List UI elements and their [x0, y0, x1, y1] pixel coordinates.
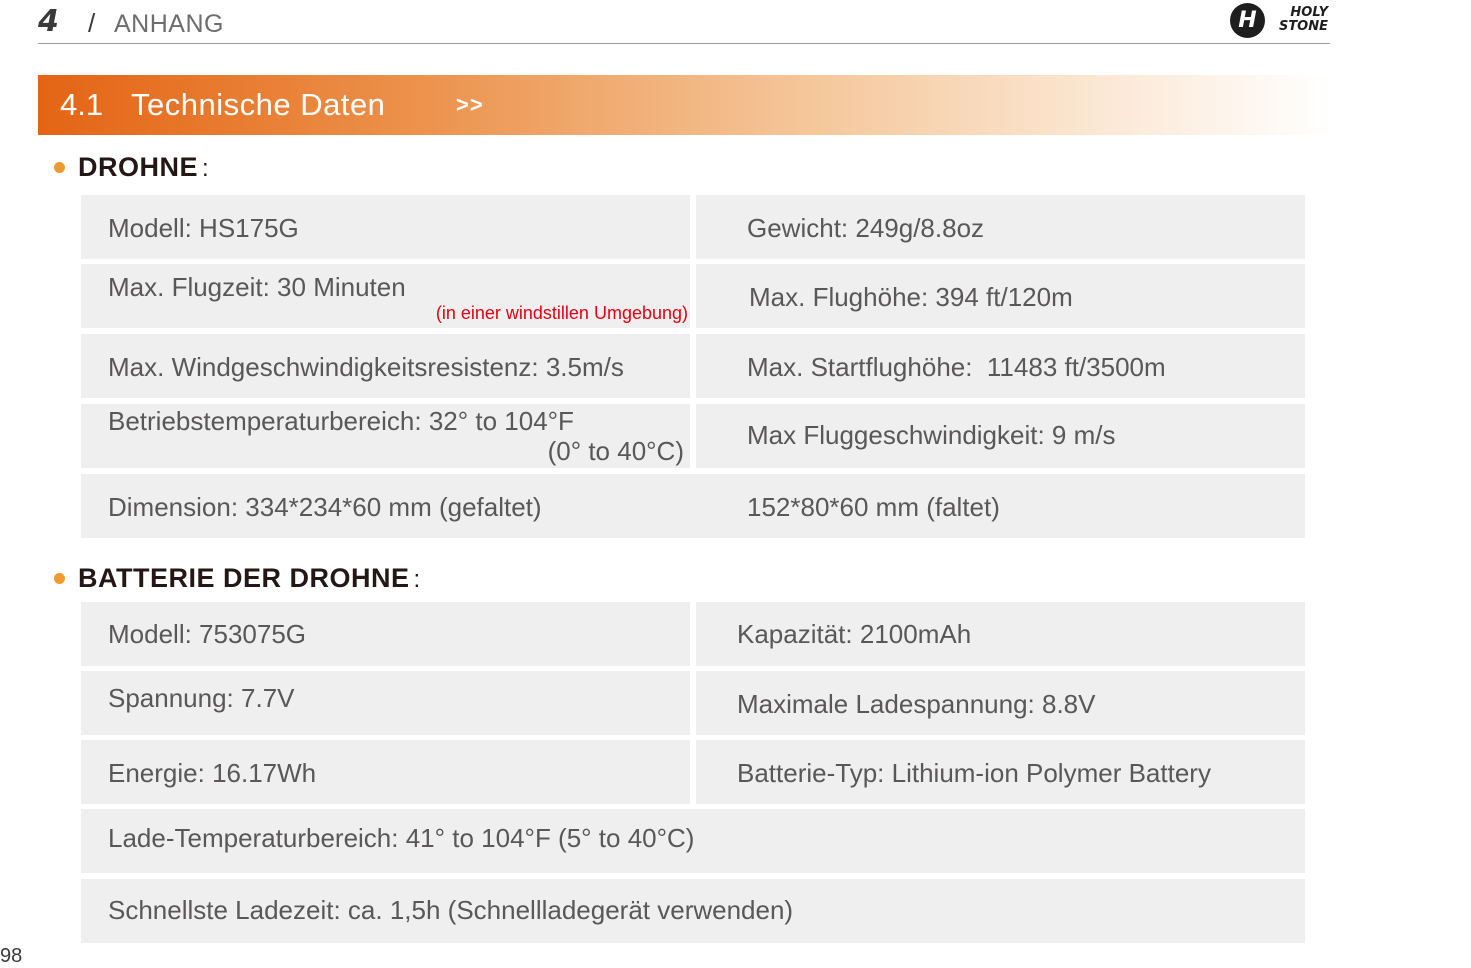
section-banner — [38, 75, 1330, 135]
spec-weight: Gewicht: 249g/8.8oz — [747, 213, 985, 243]
spec-cell — [81, 404, 690, 468]
spec-max-altitude: Max. Flughöhe: 394 ft/120m — [749, 282, 1073, 312]
spec-takeoff-altitude: Max. Startflughöhe: 11483 ft/3500m — [747, 352, 1166, 382]
spec-cell — [81, 602, 690, 666]
spec-cell — [696, 404, 1305, 468]
battery-fast-charge-time: Schnellste Ladezeit: ca. 1,5h (Schnellladegerät verwenden) — [108, 895, 794, 925]
spec-cell — [696, 195, 1305, 259]
page-number: 98 — [0, 945, 23, 967]
chapter-separator: / — [88, 8, 96, 38]
spec-dimension-folded: Dimension: 334*234*60 mm (gefaltet) — [108, 492, 542, 522]
spec-cell — [696, 671, 1305, 735]
holystone-logo — [1230, 3, 1330, 41]
battery-type: Batterie-Typ: Lithium-ion Polymer Battery — [737, 758, 1211, 788]
spec-flight-time: Max. Flugzeit: 30 Minuten — [108, 272, 406, 302]
spec-cell — [81, 474, 1305, 538]
spec-cell — [81, 671, 690, 735]
spec-cell — [696, 334, 1305, 398]
holystone-logo-text: HOLY STONE — [1278, 5, 1328, 34]
battery-max-charge-voltage: Maximale Ladespannung: 8.8V — [737, 689, 1096, 719]
spec-operating-temperature: Betriebstemperaturbereich: 32° to 104°F — [108, 406, 574, 436]
spec-cell — [81, 264, 690, 328]
spec-cell — [81, 809, 1305, 873]
bullet-icon — [54, 573, 65, 584]
spec-dimension-unfolded: 152*80*60 mm (faltet) — [747, 492, 1000, 522]
double-chevron-icon: >> — [456, 92, 484, 117]
spec-cell — [696, 264, 1305, 328]
spec-cell — [81, 195, 690, 259]
bullet-icon — [54, 162, 65, 173]
battery-charge-temperature: Lade-Temperaturbereich: 41° to 104°F (5° to 40°C) — [108, 823, 695, 853]
spec-cell — [696, 602, 1305, 666]
battery-energy: Energie: 16.17Wh — [108, 758, 317, 788]
battery-voltage: Spannung: 7.7V — [108, 683, 295, 713]
spec-max-speed: Max Fluggeschwindigkeit: 9 m/s — [747, 420, 1116, 450]
spec-model: Modell: HS175G — [108, 213, 299, 243]
chapter-number: 4 — [38, 4, 59, 39]
spec-cell — [81, 334, 690, 398]
drone-heading-label: DROHNE — [78, 152, 199, 182]
spec-flight-time-note: (in einer windstillen Umgebung) — [435, 303, 688, 323]
spec-operating-temperature-celsius: (0° to 40°C) — [547, 436, 684, 466]
battery-heading-label: BATTERIE DER DROHNE — [78, 563, 410, 593]
battery-capacity: Kapazität: 2100mAh — [737, 619, 972, 649]
spec-cell — [81, 740, 690, 804]
spec-cell — [696, 740, 1305, 804]
battery-model: Modell: 753075G — [108, 619, 307, 649]
spec-cell — [81, 879, 1305, 943]
chapter-title: ANHANG — [114, 10, 224, 38]
spec-wind-resistance: Max. Windgeschwindigkeitsresistenz: 3.5m/s — [108, 352, 624, 382]
header-divider — [38, 43, 1330, 44]
section-number: 4.1 — [60, 87, 104, 122]
section-title: Technische Daten — [131, 87, 386, 122]
holystone-logo-icon: H — [1230, 3, 1265, 38]
page-header — [38, 0, 1330, 45]
